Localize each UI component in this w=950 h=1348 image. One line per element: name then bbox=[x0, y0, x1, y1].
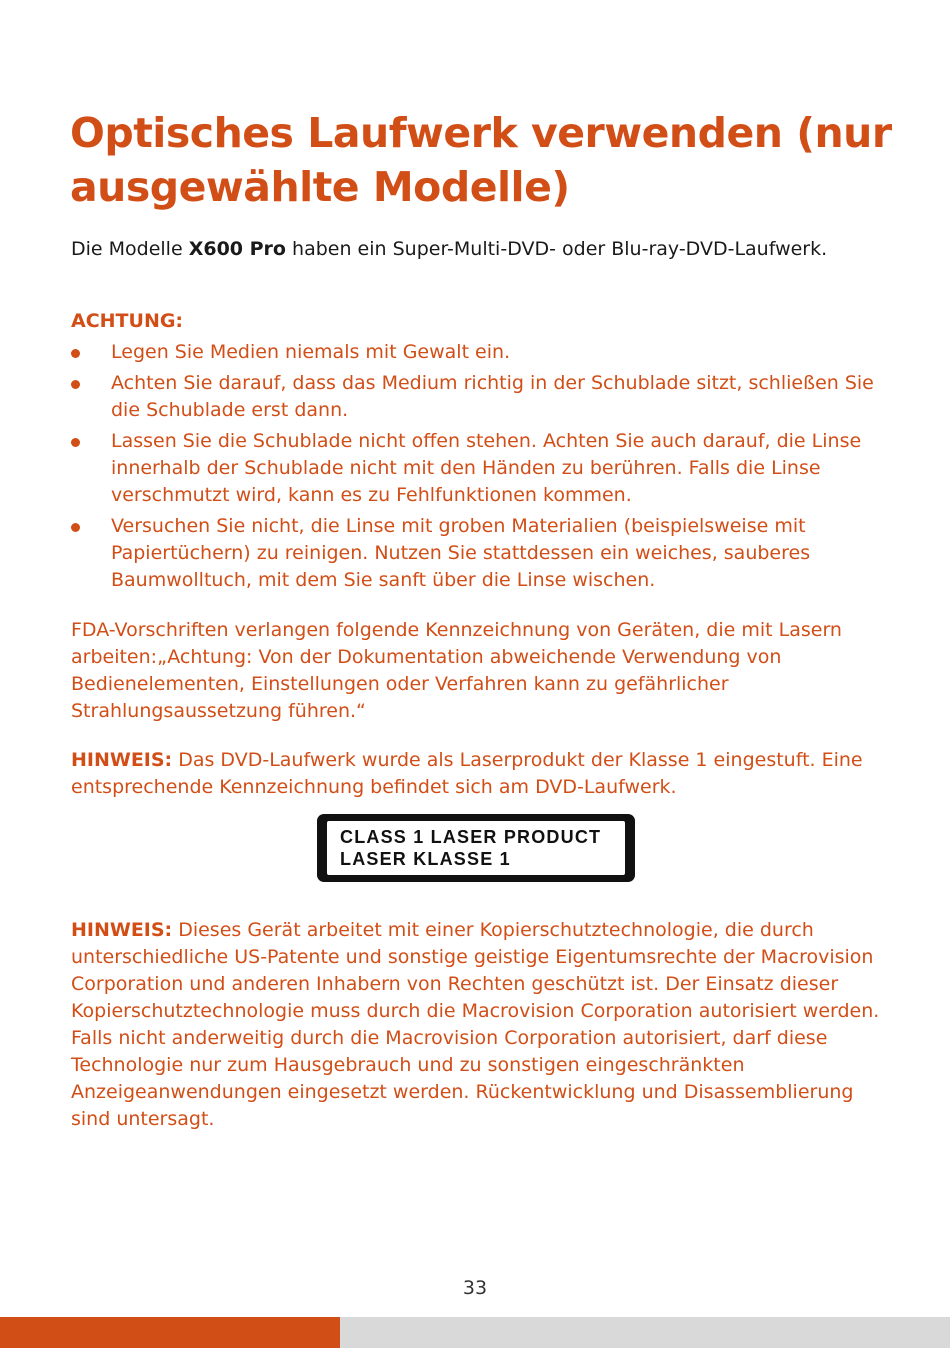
intro-suffix: haben ein Super-Multi-DVD- oder Blu-ray-DVD-Laufwerk. bbox=[285, 238, 828, 260]
note-laser-class bbox=[71, 747, 891, 801]
laser-label-inner bbox=[327, 821, 625, 875]
warning-item-text: Lassen Sie die Schublade nicht offen stehen. Achten Sie auch darauf, die Linse innerhalb der Schublade nicht mit den Händen zu berühren. Falls die Linse verschmutzt wird, kann es zu Fehlfunktionen kommen. bbox=[111, 430, 862, 506]
page-title: Optisches Laufwerk verwenden (nur ausgewählte Modelle) bbox=[70, 109, 892, 211]
bullet-dot-icon bbox=[71, 523, 80, 532]
intro-prefix: Die Modelle bbox=[71, 238, 189, 260]
note-copy-protection bbox=[71, 917, 891, 1133]
note-text: Dieses Gerät arbeitet mit einer Kopierschutztechnologie, die durch unterschiedliche US-Patente und sonstige geistige Eigentumsrechte der Macrovision Corporation und anderen Inhabern von Rechten geschützt ist. Der Einsatz dieser Kopierschutztechnologie muss durch die Macrovision Corporation autorisiert werden. Falls nicht anderweitig durch die Macrovision Corporation autorisiert, darf diese Technologie nur zum Hausgebrauch und zu sonstigen eingeschränkten Anzeigeanwendungen eingesetzt werden. Rückentwicklung und Disassemblierung sind untersagt. bbox=[71, 919, 880, 1130]
warning-item bbox=[71, 370, 891, 424]
note-label: HINWEIS: bbox=[71, 919, 173, 941]
model-name: X600 Pro bbox=[188, 238, 286, 260]
warning-item bbox=[71, 339, 891, 366]
bullet-dot-icon bbox=[71, 349, 80, 358]
footer-gray-bar bbox=[340, 1317, 950, 1348]
intro-paragraph bbox=[71, 236, 871, 263]
bullet-dot-icon bbox=[71, 380, 80, 389]
note-label: HINWEIS: bbox=[71, 749, 173, 771]
laser-label-line1: CLASS 1 LASER PRODUCT bbox=[340, 827, 602, 847]
warning-label: ACHTUNG: bbox=[71, 310, 184, 332]
bullet-dot-icon bbox=[71, 438, 80, 447]
page-number: 33 bbox=[462, 1277, 488, 1299]
warning-item-text: Achten Sie darauf, dass das Medium richtig in der Schublade sitzt, schließen Sie die Schublade erst dann. bbox=[111, 372, 874, 421]
warning-item-text: Legen Sie Medien niemals mit Gewalt ein. bbox=[111, 341, 511, 363]
fda-paragraph: FDA-Vorschriften verlangen folgende Kennzeichnung von Geräten, die mit Lasern arbeiten:„Achtung: Von der Dokumentation abweichende Verwendung von Bedienelementen, Einstellungen oder Verfahren kann zu gefährlicher Strahlungsaussetzung führen.“ bbox=[71, 619, 842, 722]
laser-label-line2: LASER KLASSE 1 bbox=[340, 849, 511, 869]
warning-item bbox=[71, 428, 891, 509]
laser-class-label bbox=[317, 814, 635, 882]
warning-item-text: Versuchen Sie nicht, die Linse mit groben Materialien (beispielsweise mit Papiertüchern) zu reinigen. Nutzen Sie stattdessen ein weiches, sauberes Baumwolltuch, mit dem Sie sanft über die Linse wischen. bbox=[111, 515, 811, 591]
warning-list bbox=[71, 339, 891, 598]
note-text: Das DVD-Laufwerk wurde als Laserprodukt der Klasse 1 eingestuft. Eine entsprechende Kennzeichnung befindet sich am DVD-Laufwerk. bbox=[71, 749, 863, 798]
warning-item bbox=[71, 513, 891, 594]
footer-accent-bar bbox=[0, 1317, 340, 1348]
